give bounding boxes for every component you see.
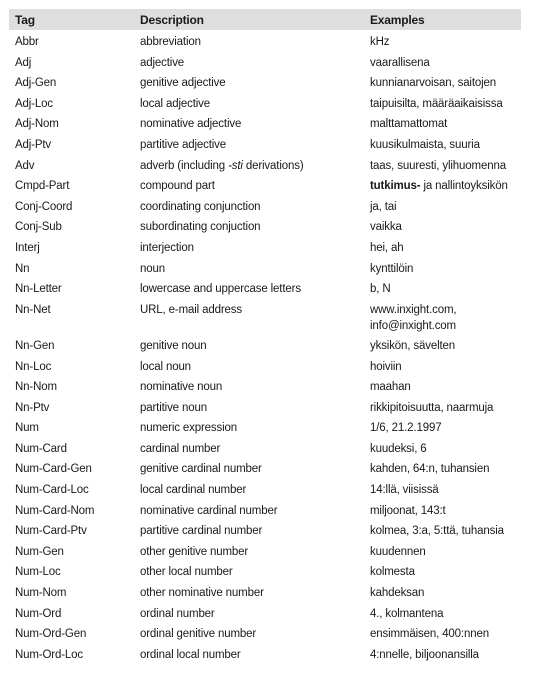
table-row <box>9 53 521 74</box>
examples-cell: 14:llä, viisissä <box>370 484 439 497</box>
examples-line: info@inxight.com <box>370 319 456 332</box>
table-row <box>9 480 521 501</box>
table-row <box>9 135 521 156</box>
description-cell: local adjective <box>140 97 210 110</box>
description-cell: other nominative number <box>140 587 264 600</box>
tag-cell: Num-Nom <box>15 587 67 600</box>
tag-cell: Num-Card <box>15 442 67 455</box>
examples-cell: 4., kolmantena <box>370 607 444 620</box>
examples-cell: vaikka <box>370 221 402 234</box>
examples-cell: kuusikulmaista, suuria <box>370 138 480 151</box>
examples-cell: ja, tai <box>370 200 397 213</box>
description-cell: nominative noun <box>140 381 223 394</box>
description-cell: local noun <box>140 360 191 373</box>
table-row <box>9 336 521 357</box>
description-cell: ordinal number <box>140 607 215 620</box>
description-part: -sti <box>228 159 243 172</box>
table-row <box>9 542 521 563</box>
tag-cell: Nn-Ptv <box>15 401 50 414</box>
header-description: Description <box>140 12 204 27</box>
tag-cell: Adj-Loc <box>15 97 53 110</box>
table-row <box>9 197 521 218</box>
tag-cell: Cmpd-Part <box>15 180 70 193</box>
table-row <box>9 459 521 480</box>
table-row <box>9 279 521 300</box>
tag-cell: Nn-Nom <box>15 381 57 394</box>
examples-cell: kuudeksi, 6 <box>370 442 427 455</box>
tag-cell: Conj-Sub <box>15 221 62 234</box>
description-cell: subordinating conjuction <box>140 221 261 234</box>
table-row <box>9 357 521 378</box>
tag-cell: Interj <box>15 241 40 254</box>
tag-cell: Nn-Net <box>15 303 51 316</box>
table-row <box>9 521 521 542</box>
tag-cell: Conj-Coord <box>15 200 73 213</box>
tag-cell: Nn-Gen <box>15 339 55 352</box>
examples-cell: yksikön, sävelten <box>370 339 456 352</box>
table-row <box>9 73 521 94</box>
description-cell: URL, e-mail address <box>140 303 242 316</box>
description-cell: genitive cardinal number <box>140 463 262 476</box>
description-cell: coordinating conjunction <box>140 200 261 213</box>
description-cell: lowercase and uppercase letters <box>140 283 301 296</box>
table-row <box>9 238 521 259</box>
examples-cell: hei, ah <box>370 241 404 254</box>
examples-cell: kynttilöin <box>370 262 414 275</box>
table-row <box>9 624 521 645</box>
table-row <box>9 217 521 238</box>
examples-line: www.inxight.com, <box>370 303 457 316</box>
examples-cell: taipuisilta, määräaikaisissa <box>370 97 503 110</box>
description-cell: noun <box>140 262 165 275</box>
examples-cell: rikkipitoisuutta, naarmuja <box>370 401 494 414</box>
description-cell <box>134 156 364 174</box>
description-cell: partitive cardinal number <box>140 525 263 538</box>
table-body <box>9 30 521 665</box>
table-row <box>9 259 521 280</box>
examples-cell: kolmesta <box>370 566 415 579</box>
tag-cell: Abbr <box>15 36 39 48</box>
examples-cell: kHz <box>370 36 390 48</box>
tag-cell: Num-Card-Ptv <box>15 525 87 538</box>
description-cell: nominative cardinal number <box>140 504 278 517</box>
table-row <box>9 398 521 419</box>
examples-bold-part: tutkimus- <box>370 180 421 193</box>
table-row <box>9 645 521 666</box>
table-row <box>9 501 521 522</box>
description-cell: cardinal number <box>140 442 221 455</box>
tag-cell: Adj <box>15 56 32 69</box>
table-row <box>9 156 521 177</box>
table-row <box>9 562 521 583</box>
table-header <box>9 9 521 30</box>
header-examples: Examples <box>370 12 425 27</box>
description-cell: ordinal local number <box>140 648 241 661</box>
header-tag: Tag <box>15 12 35 27</box>
examples-cell: vaarallisena <box>370 56 430 69</box>
description-cell: interjection <box>140 241 194 254</box>
description-cell: local cardinal number <box>140 484 247 497</box>
examples-cell <box>364 300 521 334</box>
tag-cell: Adj-Gen <box>15 77 57 90</box>
tag-cell: Adj-Nom <box>15 118 59 131</box>
examples-cell: hoiviin <box>370 360 402 373</box>
tag-cell: Num-Card-Gen <box>15 463 92 476</box>
examples-cell: malttamattomat <box>370 118 448 131</box>
tag-cell: Num-Ord <box>15 607 62 620</box>
tag-cell: Num-Gen <box>15 545 64 558</box>
examples-part: ja nallintoyksikön <box>420 180 508 193</box>
table-row <box>9 439 521 460</box>
description-cell: adjective <box>140 56 185 69</box>
tag-cell: Num-Ord-Gen <box>15 628 87 641</box>
tag-cell: Num-Loc <box>15 566 61 579</box>
table-row <box>9 377 521 398</box>
description-cell: partitive adjective <box>140 138 226 151</box>
table-row <box>9 114 521 135</box>
description-cell: numeric expression <box>140 422 238 435</box>
examples-cell: kunnianarvoisan, saitojen <box>370 77 497 90</box>
examples-cell: taas, suuresti, ylihuomenna <box>370 159 506 172</box>
description-cell: genitive adjective <box>140 77 226 90</box>
examples-cell: 1/6, 21.2.1997 <box>370 422 442 435</box>
examples-cell: kuudennen <box>370 545 426 558</box>
description-cell: genitive noun <box>140 339 207 352</box>
tag-cell: Adj-Ptv <box>15 138 52 151</box>
examples-cell: 4:nnelle, biljoonansilla <box>370 648 479 661</box>
examples-cell: b, N <box>370 283 391 296</box>
table-row <box>9 604 521 625</box>
tag-cell: Nn-Loc <box>15 360 52 373</box>
tag-cell: Num-Card-Loc <box>15 484 89 497</box>
table-row <box>9 32 521 53</box>
examples-cell: kahdeksan <box>370 587 425 600</box>
examples-cell: miljoonat, 143:t <box>370 504 446 517</box>
tag-cell: Num-Card-Nom <box>15 504 95 517</box>
examples-cell <box>364 176 521 194</box>
description-cell: compound part <box>140 180 215 193</box>
tag-cell: Num-Ord-Loc <box>15 648 84 661</box>
examples-cell: kolmea, 3:a, 5:ttä, tuhansia <box>370 525 504 538</box>
tag-cell: Num <box>15 422 39 435</box>
description-cell: abbreviation <box>140 36 201 48</box>
table-row <box>9 418 521 439</box>
description-cell: other local number <box>140 566 233 579</box>
tag-cell: Nn-Letter <box>15 283 62 296</box>
description-cell: other genitive number <box>140 545 249 558</box>
tag-cell: Nn <box>15 262 30 275</box>
tag-cell: Adv <box>15 159 35 172</box>
table-row <box>9 583 521 604</box>
description-cell: ordinal genitive number <box>140 628 257 641</box>
tag-table <box>9 9 521 665</box>
table-row <box>9 176 521 197</box>
description-cell: nominative adjective <box>140 118 242 131</box>
examples-cell: ensimmäisen, 400:nnen <box>370 628 489 641</box>
description-cell: partitive noun <box>140 401 207 414</box>
description-part: derivations) <box>242 159 304 172</box>
description-part: adverb (including <box>140 159 229 172</box>
examples-cell: maahan <box>370 381 411 394</box>
table-row <box>9 300 521 336</box>
table-row <box>9 94 521 115</box>
examples-cell: kahden, 64:n, tuhansien <box>370 463 490 476</box>
